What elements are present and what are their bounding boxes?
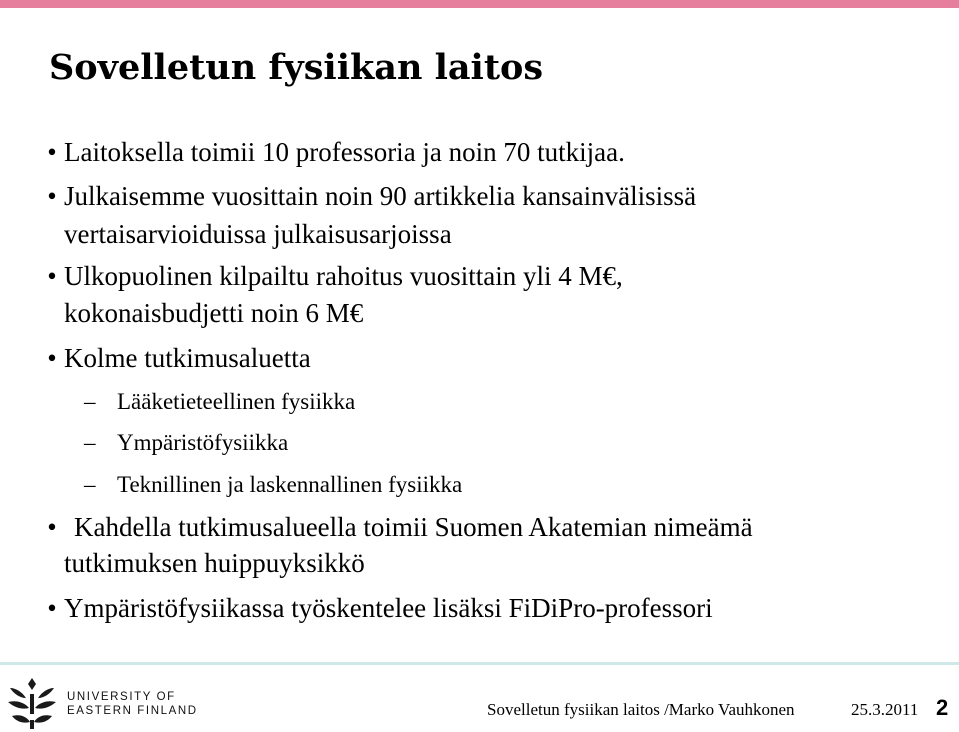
university-logo-icon [6, 674, 58, 730]
bullet-dot-icon: • [47, 512, 57, 542]
dash-icon: – [84, 389, 96, 414]
bullet-text: Ympäristöfysiikassa työskentelee lisäksi FiDiPro-professori [64, 593, 713, 623]
slide-title: Sovelletun fysiikan laitos [49, 47, 544, 88]
bullet-text: vertaisarvioiduissa julkaisusarjoissa [64, 219, 452, 249]
bullet-text: Julkaisemme vuosittain noin 90 artikkelia kansainvälisissä [64, 181, 697, 211]
university-name [67, 690, 198, 718]
university-name-line: EASTERN FINLAND [67, 705, 198, 717]
footer-text: Sovelletun fysiikan laitos /Marko Vauhkonen [487, 700, 795, 719]
university-name-line: UNIVERSITY OF [67, 691, 176, 703]
sub-bullet-text: Lääketieteellinen fysiikka [117, 389, 356, 414]
bullet-text: Ulkopuolinen kilpailtu rahoitus vuosittain yli 4 M€, [64, 261, 623, 291]
footer-date: 25.3.2011 [851, 700, 919, 719]
bullet-text: tutkimuksen huippuyksikkö [64, 548, 365, 578]
bullet-dot-icon: • [47, 137, 57, 167]
sub-bullet-text: Teknillinen ja laskennallinen fysiikka [117, 472, 463, 497]
bullet-dot-icon: • [47, 593, 57, 623]
bullet-dot-icon: • [47, 343, 57, 373]
bullet-text: kokonaisbudjetti noin 6 M€ [64, 298, 364, 328]
page-number: 2 [936, 695, 949, 720]
bullet-text: Kahdella tutkimusalueella toimii Suomen Akatemian nimeämä [74, 512, 753, 542]
dash-icon: – [84, 472, 96, 497]
bullet-dot-icon: • [47, 261, 57, 291]
bullet-dot-icon: • [47, 181, 57, 211]
footer-divider [0, 662, 959, 665]
sub-bullet-text: Ympäristöfysiikka [117, 430, 289, 455]
dash-icon: – [84, 430, 96, 455]
bullet-text: Laitoksella toimii 10 professoria ja noin 70 tutkijaa. [64, 137, 625, 167]
bullet-text: Kolme tutkimusaluetta [64, 343, 311, 373]
